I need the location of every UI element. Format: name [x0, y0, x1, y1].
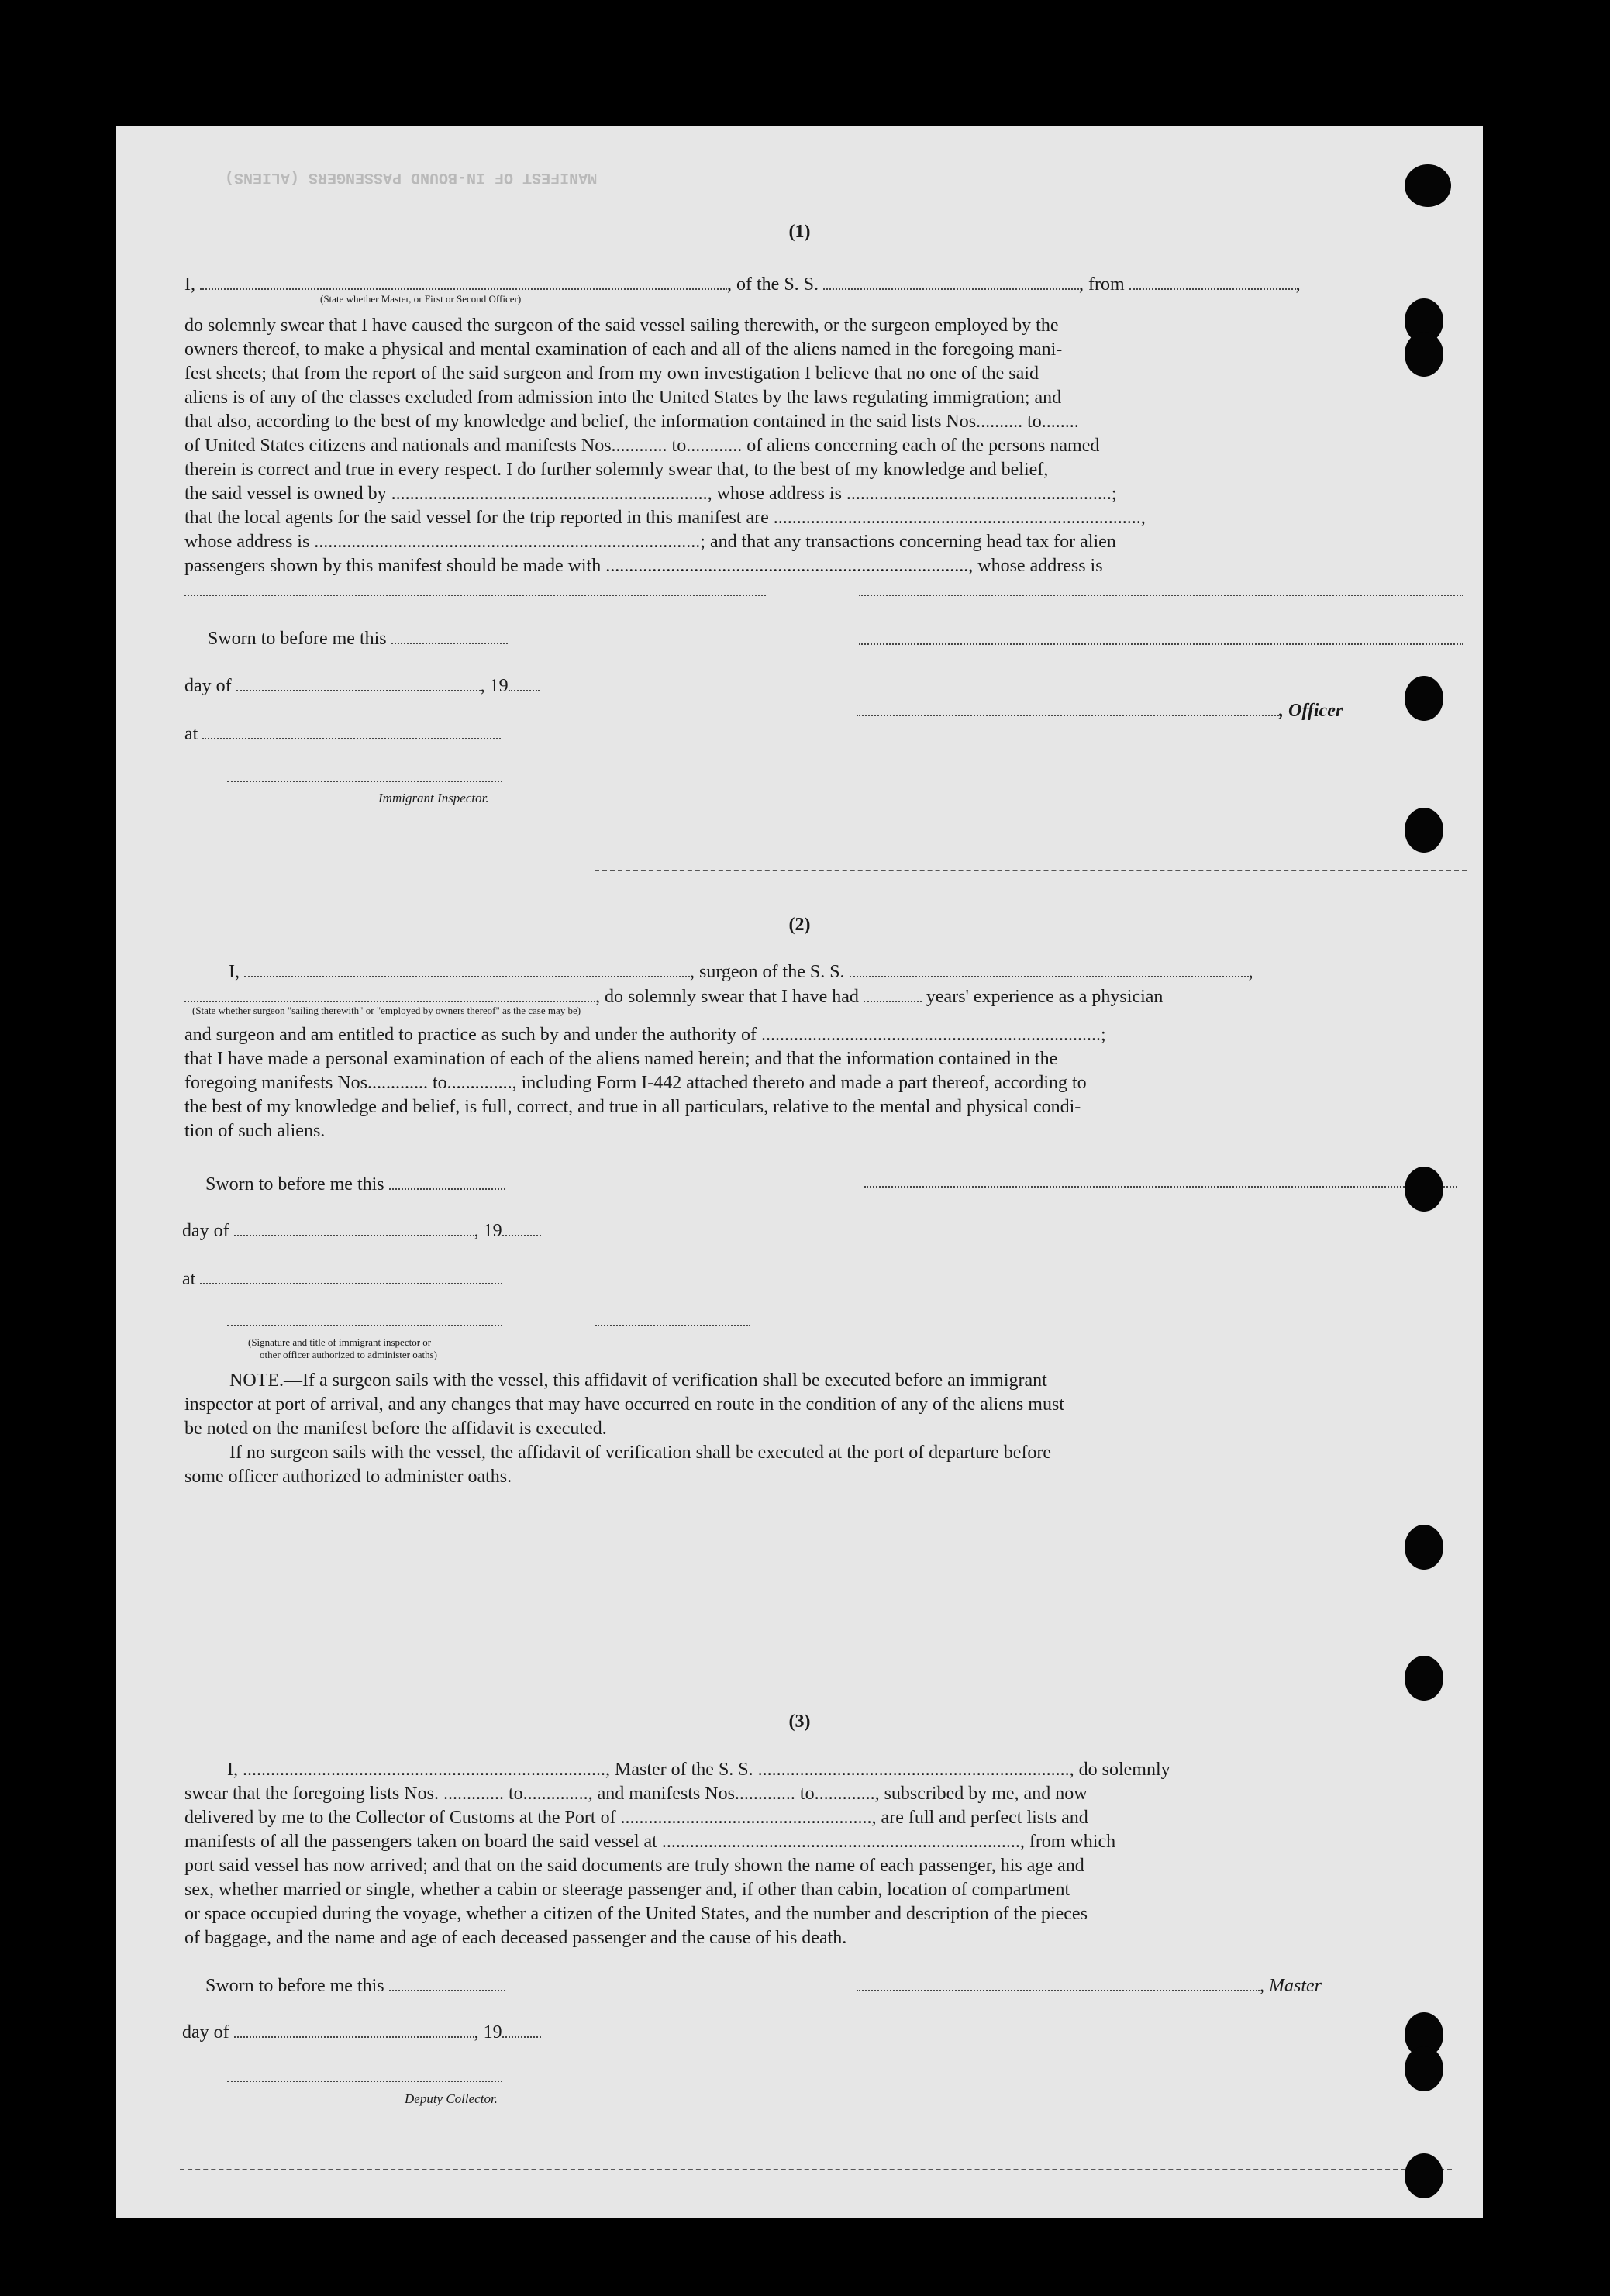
officer-signature-top[interactable] — [859, 643, 1463, 645]
punch-hole — [1405, 1167, 1443, 1212]
surgeon-of-label: , surgeon of the S. S. — [690, 962, 845, 983]
body-line: fest sheets; that from the report of the said surgeon and from my own investigation I believe that no one of the said — [184, 364, 1039, 384]
section-3-body — [184, 1758, 1463, 1950]
sworn-day-blank[interactable] — [389, 1970, 505, 1991]
note-paragraph — [184, 1369, 1463, 1489]
bottom-divider-right — [580, 2169, 1452, 2170]
body-line: of United States citizens and nationals and manifests Nos............ to............ of aliens concerning each of the persons named — [184, 436, 1100, 456]
agent-address-blank[interactable] — [184, 595, 766, 596]
body-line: foregoing manifests Nos............. to.............., including Form I-442 attached thereto and made a part thereof, according to — [184, 1073, 1087, 1093]
years-label: years' experience as a physician — [926, 987, 1164, 1008]
officer-label: , Officer — [1279, 701, 1343, 722]
sworn-line-3 — [205, 1970, 505, 1997]
punch-hole — [1405, 808, 1443, 853]
year-label: , 19 — [474, 1221, 502, 1242]
note-line — [184, 1369, 1463, 1393]
section-2-first-line: I, , surgeon of the S. S. , — [229, 957, 1253, 983]
sworn-day-blank[interactable] — [391, 623, 508, 644]
vessel-name-blank[interactable] — [823, 269, 1079, 290]
inspector-signature-blank[interactable] — [227, 781, 502, 782]
body-line: whose address is ...................................................................................; and that any transactions concerning head tax for alien — [184, 532, 1116, 552]
body-line: swear that the foregoing lists Nos. ............. to.............., and manifests Nos............. to............., subscribed by me, and now — [184, 1784, 1088, 1804]
month-blank[interactable] — [236, 671, 481, 691]
body-line: port said vessel has now arrived; and that on the said documents are truly shown the name of each passenger, his age and — [184, 1856, 1084, 1876]
section-1-body — [184, 314, 1463, 578]
at-line-2 — [182, 1263, 502, 1290]
of-ss-label: , of the S. S. — [727, 274, 819, 295]
note-text: —If a surgeon sails with the vessel, this affidavit of verification shall be executed before an immigrant — [283, 1370, 1047, 1391]
sworn-day-blank[interactable] — [389, 1169, 505, 1190]
officer-rank-note: (State whether Master, or First or Second Officer) — [320, 293, 522, 305]
body-line: the best of my knowledge and belief, is full, correct, and true in all particulars, relative to the mental and physical condi- — [184, 1097, 1081, 1117]
day-of-line-2 — [182, 1215, 541, 1242]
body-line: that I have made a personal examination of each of the aliens named herein; and that the information contained in the — [184, 1049, 1058, 1069]
at-label: at — [184, 724, 198, 745]
body-line: I, .............................................................................., Master of the S. S. ..................................................................., do solemnly — [227, 1760, 1170, 1780]
year-blank[interactable] — [502, 2017, 541, 2038]
day-of-line-1 — [184, 671, 540, 697]
sworn-label: Sworn to before me this — [205, 1976, 384, 1997]
manifest-page — [116, 126, 1483, 2218]
signature-caption-2: other officer authorized to administer oaths) — [260, 1349, 437, 1360]
punch-hole — [1405, 2153, 1443, 2198]
body-line: or space occupied during the voyage, whether a citizen of the United States, and the number and description of the pieces — [184, 1904, 1088, 1924]
sworn-line-1 — [208, 623, 508, 650]
body-line: aliens is of any of the classes excluded from admission into the United States by the laws regulating immigration; and — [184, 388, 1062, 408]
punch-hole — [1405, 2046, 1443, 2091]
at-place-blank[interactable] — [200, 1263, 502, 1284]
body-line: tion of such aliens. — [184, 1121, 326, 1141]
body-line: do solemnly swear that I have caused the surgeon of the said vessel sailing therewith, or the surgeon employed by the — [184, 315, 1059, 336]
deputy-signature-blank[interactable] — [227, 2081, 502, 2082]
surgeon-signature-blank[interactable] — [864, 1186, 1457, 1188]
surgeon-status-note: (State whether surgeon "sailing therewith" or "employed by owners thereof" as the case may be) — [192, 1005, 581, 1016]
from-label: , from — [1079, 274, 1125, 295]
master-label: , Master — [1260, 1976, 1322, 1997]
bleed-through-header: MANIFEST OF IN-BOUND PASSENGERS (ALIENS) — [225, 168, 598, 186]
year-label: , 19 — [474, 2022, 502, 2043]
month-blank[interactable] — [234, 1215, 474, 1236]
officer-name-blank[interactable] — [200, 269, 727, 290]
body-line: the said vessel is owned by ...................................................................., whose address is .........................................................; — [184, 484, 1117, 504]
surgeon-status-blank[interactable] — [184, 981, 595, 1002]
body-line: that the local agents for the said vessel for the trip reported in this manifest are ..............................................................................., — [184, 508, 1146, 528]
i-label: I, — [229, 962, 240, 983]
body-line: delivered by me to the Collector of Customs at the Port of ......................................................, are full and perfect lists and — [184, 1808, 1088, 1828]
vessel-name-blank[interactable] — [850, 957, 1249, 977]
month-blank[interactable] — [234, 2017, 474, 2038]
day-of-label: day of — [182, 2022, 229, 2043]
section-2-number: (2) — [788, 915, 811, 935]
note-line: be noted on the manifest before the affidavit is executed. — [184, 1419, 607, 1439]
swear-label: , do solemnly swear that I have had — [595, 987, 859, 1008]
inspector-signature-blank-2[interactable] — [227, 1325, 502, 1326]
year-blank[interactable] — [502, 1215, 541, 1236]
master-signature-blank[interactable] — [857, 1970, 1260, 1991]
body-line: sex, whether married or single, whether a cabin or steerage passenger and, if other than cabin, location of compartment — [184, 1880, 1070, 1900]
note-line: If no surgeon sails with the vessel, the affidavit of verification shall be executed at the port of departure before — [229, 1443, 1052, 1463]
agent-address-blank-2[interactable] — [859, 595, 1463, 596]
punch-hole — [1405, 332, 1443, 377]
officer-signature-blank[interactable] — [857, 695, 1279, 716]
officer-signature-line — [857, 695, 1343, 722]
body-line: passengers shown by this manifest should be made with .............................................................................., whose address is — [184, 556, 1103, 576]
year-blank[interactable] — [509, 671, 540, 691]
sworn-label: Sworn to before me this — [208, 629, 387, 650]
signature-caption-1: (Signature and title of immigrant inspector or — [248, 1336, 432, 1348]
from-port-blank[interactable] — [1129, 269, 1296, 290]
year-label: , 19 — [480, 676, 509, 697]
day-of-label: day of — [182, 1221, 229, 1242]
section-2-body — [184, 1023, 1463, 1143]
master-signature-line — [857, 1970, 1322, 1997]
section-3-number: (3) — [788, 1712, 811, 1732]
at-line-1 — [184, 719, 501, 745]
body-line: manifests of all the passengers taken on board the said vessel at ............................................................................., from which — [184, 1832, 1116, 1852]
section-1-number: (1) — [788, 222, 811, 242]
punch-hole — [1405, 1656, 1443, 1701]
note-label: NOTE. — [229, 1370, 284, 1391]
at-place-blank[interactable] — [202, 719, 501, 739]
body-line: therein is correct and true in every respect. I do further solemnly swear that, to the best of my knowledge and belief, — [184, 460, 1049, 480]
sworn-label: Sworn to before me this — [205, 1174, 384, 1195]
bottom-divider-left — [180, 2169, 583, 2170]
note-line: some officer authorized to administer oaths. — [184, 1467, 512, 1487]
day-of-line-3 — [182, 2017, 541, 2043]
punch-hole — [1405, 676, 1443, 721]
years-blank[interactable] — [864, 981, 922, 1002]
sworn-line-2 — [205, 1169, 505, 1195]
day-of-label: day of — [184, 676, 232, 697]
inspector-caption: Immigrant Inspector. — [378, 791, 489, 805]
deputy-caption: Deputy Collector. — [405, 2091, 498, 2106]
at-label: at — [182, 1269, 196, 1290]
body-line: and surgeon and am entitled to practice as such by and under the authority of .........................................................................; — [184, 1025, 1106, 1045]
divider-line — [595, 870, 1467, 871]
section-1-first-line: I, , of the S. S. , from , — [184, 269, 1463, 295]
inspector-title-blank[interactable] — [595, 1325, 750, 1326]
punch-hole — [1405, 1525, 1443, 1570]
body-line: that also, according to the best of my knowledge and belief, the information contained in the said lists Nos.......... to........ — [184, 412, 1079, 432]
i-label: I, — [184, 274, 195, 295]
surgeon-name-blank[interactable] — [244, 957, 690, 977]
body-line: of baggage, and the name and age of each deceased passenger and the cause of his death. — [184, 1928, 847, 1948]
punch-hole — [1405, 164, 1451, 207]
body-line: owners thereof, to make a physical and mental examination of each and all of the aliens named in the foregoing mani- — [184, 340, 1063, 360]
note-line: inspector at port of arrival, and any changes that may have occurred en route in the condition of any of the aliens must — [184, 1394, 1064, 1415]
